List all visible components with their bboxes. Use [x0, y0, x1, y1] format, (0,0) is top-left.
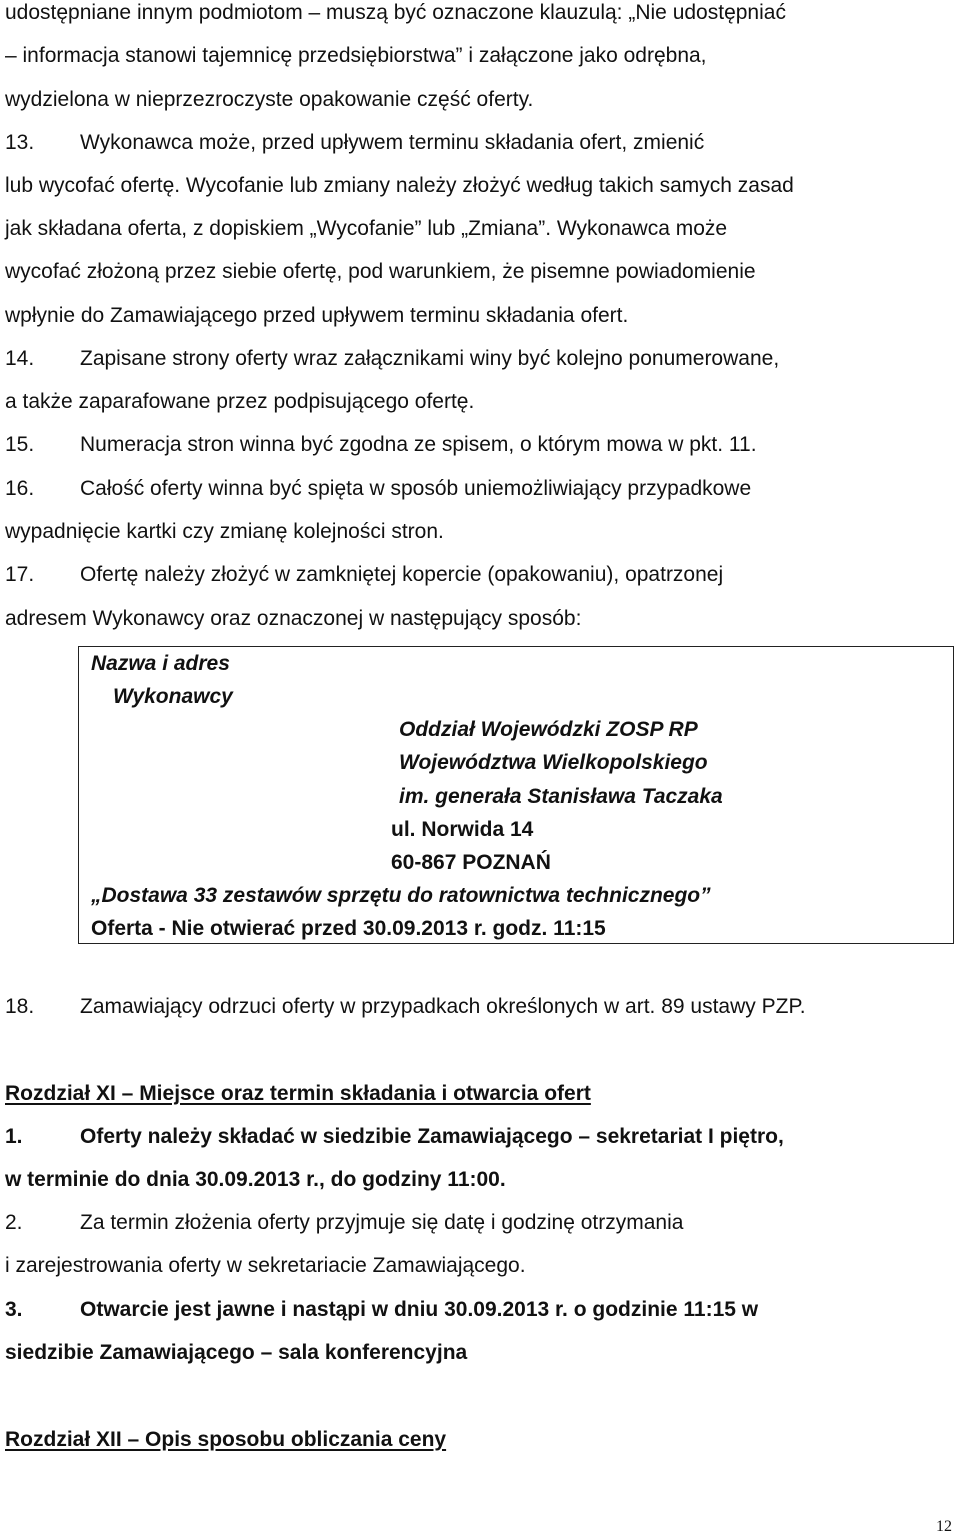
item-text: Zapisane strony oferty wraz załącznikami winy być kolejno ponumerowane,	[80, 347, 780, 370]
item-text: Wykonawca może, przed upływem terminu składania ofert, zmienić	[80, 131, 705, 154]
envelope-subject: „Dostawa 33 zestawów sprzętu do ratownictwa technicznego”	[91, 884, 711, 907]
item-text: Zamawiający odrzuci oferty w przypadkach określonych w art. 89 ustawy PZP.	[80, 995, 806, 1018]
item-text: Całość oferty winna być spięta w sposób uniemożliwiający przypadkowe	[80, 477, 752, 500]
chapter-heading: Rozdział XI – Miejsce oraz termin składania i otwarcia ofert	[5, 1082, 591, 1105]
item-number: 16.	[5, 477, 35, 500]
page-number: 12	[936, 1518, 952, 1535]
item-text: Numeracja stron winna być zgodna ze spisem, o którym mowa w pkt. 11.	[80, 433, 757, 456]
item-text: adresem Wykonawcy oraz oznaczonej w następujący sposób:	[5, 607, 582, 630]
recipient-line: ul. Norwida 14	[391, 818, 534, 841]
item-text: siedzibie Zamawiającego – sala konferencyjna	[5, 1341, 468, 1364]
paragraph-line: wydzielona w nieprzezroczyste opakowanie część oferty.	[5, 88, 534, 111]
item-text: Za termin złożenia oferty przyjmuje się datę i godzinę otrzymania	[80, 1211, 684, 1234]
item-text: jak składana oferta, z dopiskiem „Wycofanie” lub „Zmiana”. Wykonawca może	[5, 217, 728, 240]
paragraph-line: – informacja stanowi tajemnicę przedsiębiorstwa” i załączone jako odrębna,	[5, 44, 707, 67]
sender-label: Nazwa i adres	[91, 652, 230, 675]
item-number: 18.	[5, 995, 35, 1018]
item-text: lub wycofać ofertę. Wycofanie lub zmiany należy złożyć według takich samych zasad	[5, 174, 794, 197]
item-text: wycofać złożoną przez siebie ofertę, pod warunkiem, że pisemne powiadomienie	[5, 260, 756, 283]
item-text: Otwarcie jest jawne i nastąpi w dniu 30.09.2013 r. o godzinie 11:15 w	[80, 1298, 759, 1321]
recipient-line: im. generała Stanisława Taczaka	[399, 785, 723, 808]
envelope-notice: Oferta - Nie otwierać przed 30.09.2013 r. godz. 11:15	[91, 917, 606, 940]
chapter-heading: Rozdział XII – Opis sposobu obliczania ceny	[5, 1428, 447, 1451]
item-text: w terminie do dnia 30.09.2013 r., do godziny 11:00.	[5, 1168, 506, 1191]
item-text: wypadnięcie kartki czy zmianę kolejności stron.	[5, 520, 444, 543]
item-text: Oferty należy składać w siedzibie Zamawiającego – sekretariat I piętro,	[80, 1125, 784, 1148]
item-number: 17.	[5, 563, 35, 586]
item-text: Ofertę należy złożyć w zamkniętej kopercie (opakowaniu), opatrzonej	[80, 563, 724, 586]
recipient-line: 60-867 POZNAŃ	[391, 851, 551, 874]
item-number: 3.	[5, 1298, 23, 1321]
item-text: wpłynie do Zamawiającego przed upływem terminu składania ofert.	[5, 304, 629, 327]
sender-label: Wykonawcy	[113, 685, 233, 708]
item-text: i zarejestrowania oferty w sekretariacie Zamawiającego.	[5, 1254, 526, 1277]
item-number: 2.	[5, 1211, 23, 1234]
item-number: 1.	[5, 1125, 23, 1148]
recipient-line: Województwa Wielkopolskiego	[399, 751, 708, 774]
recipient-line: Oddział Wojewódzki ZOSP RP	[399, 718, 698, 741]
item-text: a także zaparafowane przez podpisującego ofertę.	[5, 390, 475, 413]
item-number: 13.	[5, 131, 35, 154]
item-number: 14.	[5, 347, 35, 370]
paragraph-line: udostępniane innym podmiotom – muszą być oznaczone klauzulą: „Nie udostępniać	[5, 1, 786, 24]
envelope-label-box	[78, 646, 954, 944]
item-number: 15.	[5, 433, 35, 456]
